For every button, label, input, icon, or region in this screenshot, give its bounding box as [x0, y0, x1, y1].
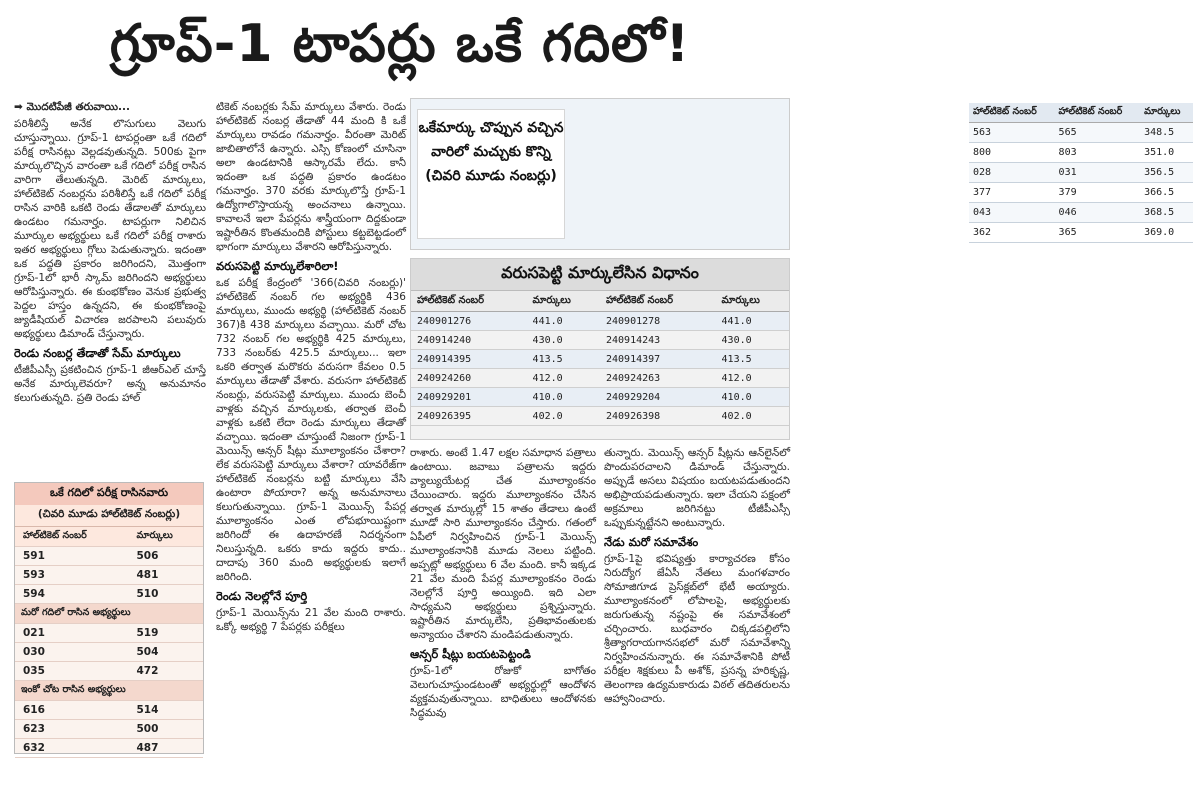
table-cell: 410.0	[527, 388, 600, 407]
table-cell: 481	[128, 566, 203, 585]
subheading: నేడు మరో సమావేశం	[604, 535, 699, 549]
table-cell: 046	[1055, 203, 1141, 223]
table-row	[15, 720, 203, 739]
table-cell: 616	[15, 701, 128, 720]
headline: గ్రూప్-1 టాపర్లు ఒకే గదిలో!	[109, 14, 691, 74]
table-cell: 021	[15, 624, 128, 643]
table-row	[969, 203, 1193, 223]
table-cell: 441.0	[527, 312, 600, 331]
sidebar-title: ఒకే గదిలో పరీక్ష రాసినవారు	[15, 483, 203, 505]
sequential-marks-box	[410, 258, 790, 440]
table-cell: 240901278	[600, 312, 716, 331]
table-cell: 402.0	[527, 407, 600, 426]
paragraph: రాశారు. అంటే 1.47 లక్షల సమాధాన పత్రాలు ఉంటాయి. జవాబు పత్రాలను ఇద్దరు వ్యాల్యుయేటర్ల చేత మూల్యాంకనం చేయించారు. ఇద్దరు మూల్యాంకనం చేసిన తర్వాత మార్కుల్లో 15 శాతం తేడాలు ఉంటే మూడో సారి మూల్యాంకనం చేస్తారు. గతంలో ఏపీలో నిర్వహించిన గ్రూప్-1 మెయిన్స్ మూల్యాంకనానికి మూడు నెలలు పట్టింది. అప్పట్లో అభ్యర్థులు 6 వేల మంది. కానీ ఇక్కడ 21 వేల మంది పేపర్ల మూల్యాంకనం రెండు నెలల్లోనే పూర్తి అయ్యింది. ఇది ఎలా సాధ్యమని అభ్యర్థులు ప్రశ్నిస్తున్నారు. ఇష్టారీతిన మార్కులేసి, ప్రతిభావంతులకు అన్యాయం చేశారని మండిపడుతున్నారు.	[410, 447, 596, 641]
table-cell: 413.5	[527, 350, 600, 369]
table-row	[15, 643, 203, 662]
article-column-2	[216, 100, 406, 754]
table-cell: 472	[128, 662, 203, 681]
paragraph: పరిశీలిస్తే అనేక లొసుగులు వెలుగు చూస్తున్నాయి. గ్రూప్-1 టాపర్లంతా ఒకే గదిలో పరీక్ష రాసినట్లు వెల్లడవుతున్నది. 500కు పైగా మార్కులొచ్చిన వారంతా ఒకే గదిలో పరీక్ష రాసిన వారిగా తేలుతున్నది. మెరిట్ మార్కులు, హాల్‌టికెట్ నంబర్లను పరిశీలిస్తే ఒకే గదిలో పరీక్ష రాసిన వారికి ఒకటి రెండు తేడాలతో మార్కులు ఉండటం గమనార్హం. టాపర్లుగా నిలిచిన మూర్కుల అభ్యర్థులు ఒకే గదిలో పరీక్ష రాశారు ఇతర అభ్యర్థులు గ్గోలు పెడుతున్నారు. ఇదంతా ఒక పద్ధతి ప్రకారం జరిగిందని, మొత్తంగా గ్రూప్-1లో భారీ స్కామ్ జరిగిందని అభ్యర్థులు ఆరోపిస్తున్నారు. ఈ కుంభకోణం వెనుక ప్రభుత్వ పెద్దల హస్తం ఉన్నదని, ఈ కుంభకోణంపై జ్యుడీషియల్ విచారణ జరపాలని పలువురు అభ్యర్థులు డిమాండ్ చేస్తున్నారు.	[14, 118, 206, 340]
article-column-4	[604, 446, 790, 756]
table-cell: 410.0	[716, 388, 789, 407]
sidebar-table	[15, 527, 203, 758]
table-cell: 030	[15, 643, 128, 662]
table-cell: 043	[969, 203, 1055, 223]
table-header-row	[15, 527, 203, 547]
table-cell: 377	[969, 183, 1055, 203]
sidebar-subtitle: (చివరి మూడు హాల్‌టికెట్ నంబర్లు)	[15, 505, 203, 527]
table-row	[15, 739, 203, 758]
table-cell: 362	[969, 223, 1055, 243]
sequential-marks-table	[411, 291, 789, 426]
column-header: హాల్‌టికెట్ నంబర్	[411, 291, 527, 312]
table-cell: 356.5	[1140, 163, 1193, 183]
table-row	[969, 163, 1193, 183]
table-cell: 031	[1055, 163, 1141, 183]
table-cell: 591	[15, 547, 128, 566]
column-header: మార్కులు	[128, 527, 203, 547]
subheading: రెండు నంబర్ల తేడాతో సేమ్ మార్కులు	[14, 346, 181, 360]
table-row	[969, 183, 1193, 203]
paragraph: తున్నారు. మెయిన్స్ ఆన్సర్ షీట్లను ఆన్‌లైన్‌లో పొందుపరచాలని డిమాండ్ చేస్తున్నారు. అప్పుడే అసలు విషయం బయటపడుతుందని అభిప్రాయపడుతున్నారు. ఇలా చేయని పక్షంలో అక్రమాలు జరిగినట్టు టీజీపీఎస్సీ ఒప్పుకున్నట్టేనని అంటున్నారు.	[604, 447, 790, 529]
paragraph: టికెట్ నంబర్లకు సేమ్ మార్కులు వేశారు. రెండు హాల్‌టికెట్ నంబర్ల తేడాతో 44 మంది కి ఒకే మార్కులు రావడం గమనార్హం. వీరంతా మెరిట్ జాబితాలోనే ఉన్నారు. ఎస్సి కోణంలో చూసినా అలా ఉండటానికి ఆస్కారమే లేదు. కానీ ఇదంతా ఒక పద్ధతి ప్రకారం ఉండటం గమనార్హం. 370 వరకు మార్కులొస్తే గ్రూప్-1 ఉద్యోగాలొస్తాయన్న అంచనాలు ఉన్నాయి. కావాలనే ఇలా పేపర్లను శాస్త్రీయంగా దిద్దకుండా ఇష్టారీతిన కొంతమందికి పోస్టులు కట్టబెట్టడంలో భాగంగా మార్కులు వేశారని ఆరోపిస్తున్నారు.	[216, 101, 406, 253]
table-cell: 402.0	[716, 407, 789, 426]
table-cell: 504	[128, 643, 203, 662]
table-cell: 563	[969, 123, 1055, 143]
table-cell: 519	[128, 624, 203, 643]
column-header: మార్కులు	[527, 291, 600, 312]
table-row	[969, 143, 1193, 163]
paragraph: గ్రూప్-1లో రోజుకో బాగోతం వెలుగుచూస్తుండటంతో అభ్యర్థుల్లో ఆందోళన వ్యక్తమవుతున్నాయి. బాధితులు ఆందోళనకు సిద్ధమవు	[410, 665, 596, 719]
table-row	[15, 547, 203, 566]
group-label: మరో గదిలో రాసిన అభ్యర్థులు	[15, 604, 203, 624]
same-marks-table	[969, 103, 1193, 243]
column-header: మార్కులు	[716, 291, 789, 312]
table-header-row	[411, 291, 789, 312]
table-cell: 500	[128, 720, 203, 739]
table-cell: 240914397	[600, 350, 716, 369]
table-cell: 412.0	[716, 369, 789, 388]
same-marks-box	[410, 98, 1181, 250]
group-label-row	[15, 604, 203, 624]
column-header: మార్కులు	[1140, 103, 1193, 123]
table-row	[411, 312, 789, 331]
table-row	[411, 369, 789, 388]
table-cell: 369.0	[1140, 223, 1193, 243]
table-cell: 514	[128, 701, 203, 720]
table-cell: 240926395	[411, 407, 527, 426]
table-row	[969, 223, 1193, 243]
table-cell: 487	[128, 739, 203, 758]
table-cell: 441.0	[716, 312, 789, 331]
table-cell: 240914243	[600, 331, 716, 350]
paragraph: గ్రూప్-1 మెయిన్స్‌ను 21 వేల మంది రాశారు. ఒక్కో అభ్యర్థి 7 పేపర్లకు పరీక్షలు	[216, 607, 406, 633]
table-row	[15, 566, 203, 585]
table-cell: 412.0	[527, 369, 600, 388]
table-cell: 510	[128, 585, 203, 604]
sequential-marks-title: వరుసపెట్టి మార్కులేసిన విధానం	[411, 259, 789, 291]
table-cell: 351.0	[1140, 143, 1193, 163]
table-cell: 594	[15, 585, 128, 604]
table-cell: 800	[969, 143, 1055, 163]
table-row	[15, 585, 203, 604]
same-marks-label: ఒకేమార్కు చొప్పున వచ్చిన వారిలో మచ్చుకు కొన్ని (చివరి మూడు నంబర్లు)	[417, 109, 565, 239]
table-cell: 240914240	[411, 331, 527, 350]
table-cell: 028	[969, 163, 1055, 183]
paragraph: గ్రూప్-1పై భవిష్యత్తు కార్యాచరణ కోసం నిరుద్యోగ జేఏసీ నేతలు మంగళవారం సోమాజిగూడ ప్రెస్‌క్లబ్‌లో భేటీ అయ్యారు. మూల్యాంకనంలో లోపాలపై, అభ్యర్థులకు జరుగుతున్న నష్టంపై ఈ సమావేశంలో చర్చించారు. బుధవారం చిక్కడపల్లిలోని శ్రీత్యాగరాయగానసభలో మరో సమావేశాన్ని నిర్వహించనున్నారు. ఈ సమావేశానికి పోటీ పరీక్షల శిక్షకులు పీ అశోక్, ప్రసన్న హరికృష్ణ, తెలంగాణ ఉద్యమకారుడు విఠల్ తదితరులను ఆహ్వానించారు.	[604, 553, 790, 705]
table-cell: 413.5	[716, 350, 789, 369]
table-header-row	[969, 103, 1193, 123]
paragraph: టీజీపీఎస్సీ ప్రకటించిన గ్రూప్-1 జీఆర్ఎల్ చూస్తే అనేక మార్కులెవరూ? అన్న అనుమానం కలుగుతున్నది. ప్రతి రెండు హాల్	[14, 364, 206, 404]
table-cell: 368.5	[1140, 203, 1193, 223]
table-cell: 623	[15, 720, 128, 739]
same-room-sidebar	[14, 482, 204, 754]
table-cell: 366.5	[1140, 183, 1193, 203]
table-cell: 240929204	[600, 388, 716, 407]
table-row	[411, 350, 789, 369]
table-cell: 240926398	[600, 407, 716, 426]
table-cell: 240914395	[411, 350, 527, 369]
table-row	[15, 624, 203, 643]
group-label-row	[15, 681, 203, 701]
table-cell: 379	[1055, 183, 1141, 203]
table-cell: 035	[15, 662, 128, 681]
paragraph: ఒక పరీక్ష కేంద్రంలో '366(చివరి నంబర్లు)' హాల్‌టికెట్ నంబర్ గల అభ్యర్థికి 436 మార్కులు, ముందు అభ్యర్థి (హాల్‌టికెట్ నంబర్ 367)కి 438 మార్కులు వచ్చాయి. మరో చోట 732 నంబర్ గల అభ్యర్థికి 425 మార్కులు, 733 నంబర్‌కు 425.5 మార్కులు... ఇలా ఒకరి తర్వాత మరొకరు వరుసగా కేవలం 0.5 మార్కులు తేడాతో వేశారు. వరుసగా హాల్‌టికెట్ నంబర్లు, వరుసపెట్టి మార్కులు. ముందు బెంచీ వాళ్లకు వచ్చిన మార్కులకు, తర్వాత బెంచీ వాళ్లకు ఒకటి లేదా రెండు మార్కులు తేడాతో వచ్చాయి. ఇదంతా చూస్తుంటే నిజంగా గ్రూప్-1 మెయిన్స్ ఆన్సర్ షీట్లు మూల్యాంకనం చేశారా? లేక వరుసపెట్టి మార్కులు వేశారా? యావరేజ్‌గా హాల్‌టికెట్ నంబర్లను బట్టి మార్కులు వేసి ఉంటారా పోయారా? అన్న అనుమానాలు కలుగుతున్నాయి. గ్రూప్-1 మెయిన్స్ పేపర్ల మూల్యాంకనం ఎంత లోపభూయిష్టంగా జరిగిందో ఈ ఉదాహరణే నిదర్శనంగా నిలుస్తున్నది. ఒకరు కాదు ఇద్దరు కాదు.. దాదాపు 360 మంది అభ్యర్థులకు ఇలాగే జరిగింది.	[216, 277, 406, 583]
table-row	[15, 701, 203, 720]
table-row	[411, 388, 789, 407]
column-header: హాల్‌టికెట్ నంబర్	[15, 527, 128, 547]
column-header: హాల్‌టికెట్ నంబర్	[600, 291, 716, 312]
table-cell: 565	[1055, 123, 1141, 143]
table-row	[411, 331, 789, 350]
table-cell: 593	[15, 566, 128, 585]
subheading: వరుసపెట్టి మార్కులేశారిలా!	[216, 259, 339, 273]
table-cell: 430.0	[716, 331, 789, 350]
table-cell: 348.5	[1140, 123, 1193, 143]
subheading: ఆన్సర్ షీట్లు బయటపెట్టండి	[410, 647, 531, 661]
column-header: హాల్‌టికెట్ నంబర్	[969, 103, 1055, 123]
table-cell: 430.0	[527, 331, 600, 350]
table-cell: 240924263	[600, 369, 716, 388]
continued-kicker: ➡ మొదటిపేజీ తరువాయి...	[14, 101, 131, 113]
table-cell: 240929201	[411, 388, 527, 407]
group-label: ఇంకో చోట రాసిన అభ్యర్థులు	[15, 681, 203, 701]
table-cell: 240901276	[411, 312, 527, 331]
article-column-3	[410, 446, 596, 756]
column-header: హాల్‌టికెట్ నంబర్	[1055, 103, 1141, 123]
table-cell: 506	[128, 547, 203, 566]
table-cell: 240924260	[411, 369, 527, 388]
subheading: రెండు నెలల్లోనే పూర్తి	[216, 589, 308, 603]
table-row	[15, 662, 203, 681]
article-column-1	[14, 100, 206, 480]
table-cell: 803	[1055, 143, 1141, 163]
table-cell: 632	[15, 739, 128, 758]
table-row	[411, 407, 789, 426]
table-row	[969, 123, 1193, 143]
table-cell: 365	[1055, 223, 1141, 243]
